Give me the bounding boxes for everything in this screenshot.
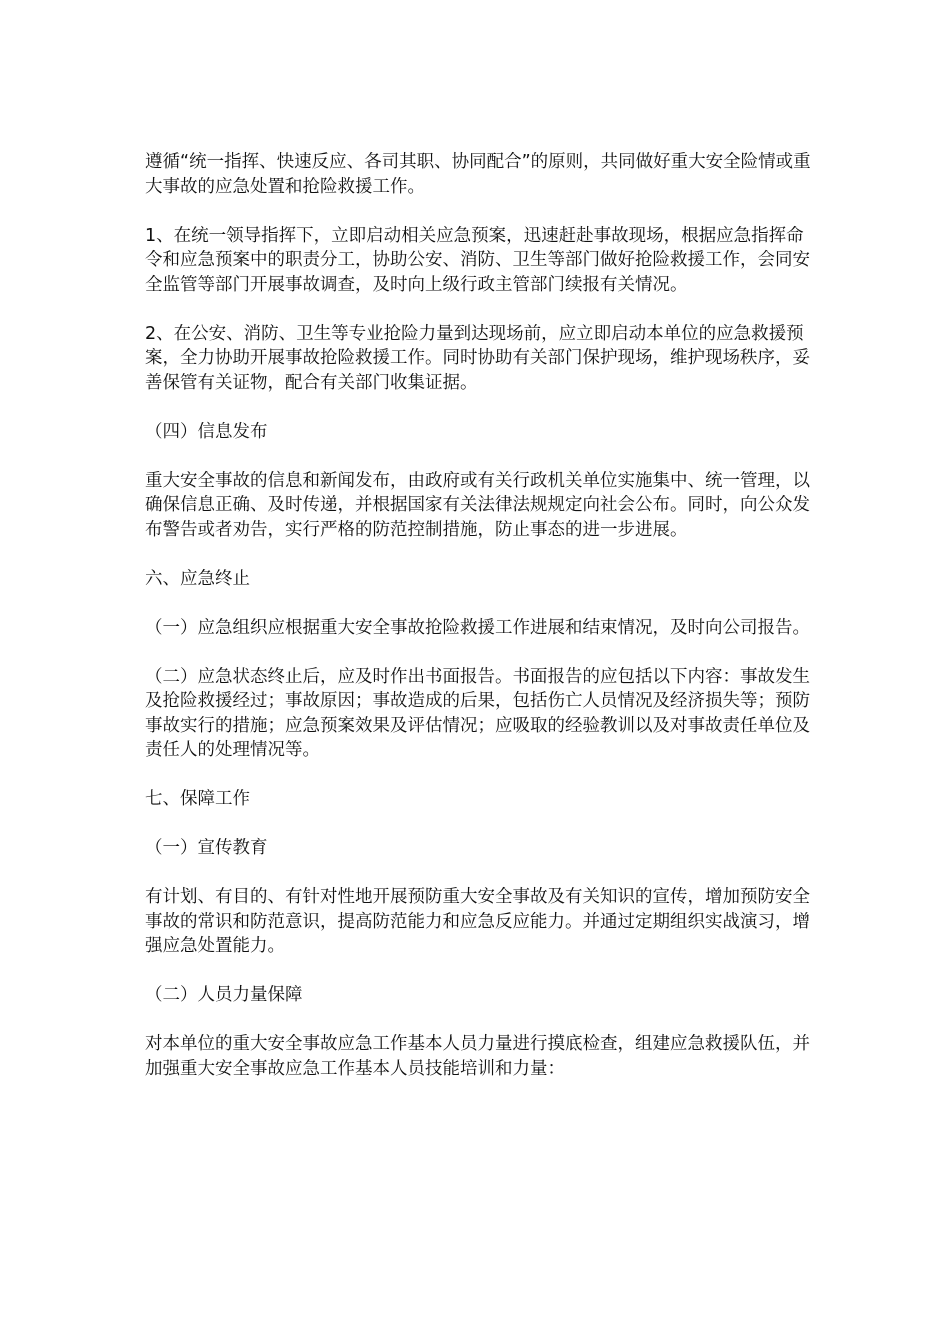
paragraph-info-release: 重大安全事故的信息和新闻发布，由政府或有关行政机关单位实施集中、统一管理，以确保信息正确、及时传递，并根据国家有关法律法规规定向社会公布。同时，向公众发布警告或者劝告，实行严格的防范控制措施，防止事态的进一步进展。 <box>145 470 810 540</box>
paragraph-principle: 遵循“统一指挥、快速反应、各司其职、协同配合”的原则，共同做好重大安全险情或重大事故的应急处置和抢险救援工作。 <box>145 152 811 197</box>
heading-info-release: （四）信息发布 <box>145 421 268 442</box>
heading-personnel-support: （二）人员力量保障 <box>145 985 303 1005</box>
heading-publicity-education: （一）宣传教育 <box>145 838 268 858</box>
paragraph-termination-2: （二）应急状态终止后，应及时作出书面报告。书面报告的应包括以下内容：事故发生及抢险救援经过；事故原因；事故造成的后果，包括伤亡人员情况及经济损失等；预防事故实行的措施；应急预案效果及评估情况；应吸取的经验教训以及对事故责任单位及责任人的处理情况等。 <box>145 666 810 760</box>
document-page <box>145 150 813 1106</box>
paragraph-item-2: 2、在公安、消防、卫生等专业抢险力量到达现场前，应立即启动本单位的应急救援预案，全力协助开展事故抢险救援工作。同时协助有关部门保护现场，维护现场秩序，妥善保管有关证物，配合有关部门收集证据。 <box>145 323 810 393</box>
heading-support-work: 七、保障工作 <box>145 789 250 809</box>
heading-emergency-termination: 六、应急终止 <box>145 568 250 589</box>
paragraph-item-1: 1、在统一领导指挥下，立即启动相关应急预案，迅速赶赴事故现场，根据应急指挥命令和应急预案中的职责分工，协助公安、消防、卫生等部门做好抢险救援工作，会同安全监管等部门开展事故调查，及时向上级行政主管部门续报有关情况。 <box>145 225 810 295</box>
paragraph-personnel-support: 对本单位的重大安全事故应急工作基本人员力量进行摸底检查，组建应急救援队伍，并加强重大安全事故应急工作基本人员技能培训和力量： <box>145 1034 810 1079</box>
paragraph-publicity-education: 有计划、有目的、有针对性地开展预防重大安全事故及有关知识的宣传，增加预防安全事故的常识和防范意识，提高防范能力和应急反应能力。并通过定期组织实战演习，增强应急处置能力。 <box>145 887 810 956</box>
paragraph-termination-1: （一）应急组织应根据重大安全事故抢险救援工作进展和结束情况，及时向公司报告。 <box>145 617 810 638</box>
